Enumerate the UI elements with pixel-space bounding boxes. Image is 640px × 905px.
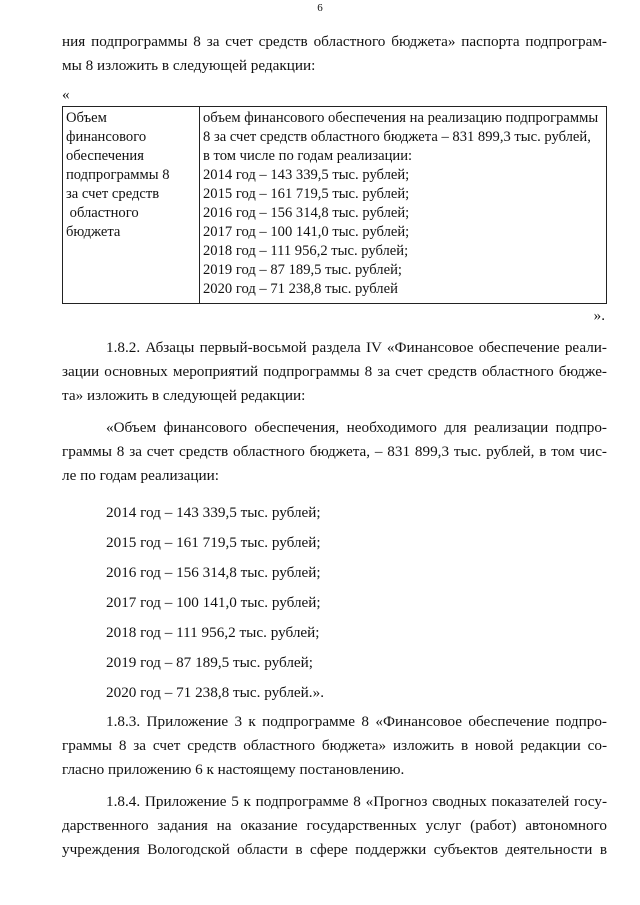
text-line: граммы 8 за счет средств областного бюджета» изложить в новой редакции со- — [62, 737, 607, 754]
value-line: 8 за счет средств областного бюджета – 831 899,3 тыс. рублей, — [203, 129, 591, 145]
label-line: Объем — [66, 110, 107, 126]
value-line: 2018 год – 111 956,2 тыс. рублей; — [203, 243, 409, 259]
year-item: 2020 год – 71 238,8 тыс. рублей.». — [106, 684, 324, 701]
text-line: зации основных мероприятий подпрограммы 8 за счет средств областного бюдже- — [62, 363, 607, 380]
label-line: финансового — [66, 129, 147, 145]
text-line: учреждения Вологодской области в сфере поддержки субъектов деятельности в — [62, 841, 607, 858]
label-cell — [63, 107, 200, 304]
year-item: 2014 год – 143 339,5 тыс. рублей; — [106, 504, 321, 521]
year-item: 2018 год – 111 956,2 тыс. рублей; — [106, 624, 320, 641]
document-body — [62, 30, 607, 862]
value-line: 2014 год – 143 339,5 тыс. рублей; — [203, 167, 410, 183]
year-item: 2016 год – 156 314,8 тыс. рублей; — [106, 564, 321, 581]
text-line: ния подпрограммы 8 за счет средств областного бюджета» паспорта подпрограм- — [62, 33, 607, 50]
text-line: 1.8.2. Абзацы первый-восьмой раздела IV «Финансовое обеспечение реали- — [106, 339, 607, 356]
text-line: дарственного задания на оказание государственных услуг (работ) автономного — [62, 817, 607, 834]
value-line: в том числе по годам реализации: — [203, 148, 413, 164]
label-line: за счет средств — [66, 186, 160, 202]
text-line: мы 8 изложить в следующей редакции: — [62, 57, 316, 74]
text-line: гласно приложению 6 к настоящему постановлению. — [62, 761, 405, 778]
value-line: 2020 год – 71 238,8 тыс. рублей — [203, 281, 398, 297]
year-item: 2019 год – 87 189,5 тыс. рублей; — [106, 654, 314, 671]
label-line: областного — [66, 205, 139, 221]
text-line: ле по годам реализации: — [62, 467, 219, 484]
year-item: 2015 год – 161 719,5 тыс. рублей; — [106, 534, 321, 551]
opening-quote: « — [62, 86, 70, 103]
value-line: объем финансового обеспечения на реализацию подпрограммы — [203, 110, 599, 126]
page-number: 6 — [317, 2, 323, 14]
label-line: подпрограммы 8 — [66, 167, 170, 183]
label-line: бюджета — [66, 224, 121, 240]
text-line: 1.8.3. Приложение 3 к подпрограмме 8 «Финансовое обеспечение подпро- — [106, 713, 607, 730]
value-line: 2019 год – 87 189,5 тыс. рублей; — [203, 262, 402, 278]
text-line: граммы 8 за счет средств областного бюджета, – 831 899,3 тыс. рублей, в том чис- — [62, 443, 607, 460]
text-line: та» изложить в следующей редакции: — [62, 387, 306, 404]
value-line: 2016 год – 156 314,8 тыс. рублей; — [203, 205, 410, 221]
text-line: «Объем финансового обеспечения, необходимого для реализации подпро- — [106, 419, 607, 436]
value-cell — [200, 107, 607, 304]
table-row — [63, 107, 607, 304]
value-line: 2015 год – 161 719,5 тыс. рублей; — [203, 186, 410, 202]
passport-table — [62, 106, 607, 304]
year-item: 2017 год – 100 141,0 тыс. рублей; — [106, 594, 321, 611]
label-line: обеспечения — [66, 148, 144, 164]
value-line: 2017 год – 100 141,0 тыс. рублей; — [203, 224, 410, 240]
closing-quote: ». — [593, 307, 605, 324]
text-line: 1.8.4. Приложение 5 к подпрограмме 8 «Прогноз сводных показателей госу- — [106, 793, 607, 810]
